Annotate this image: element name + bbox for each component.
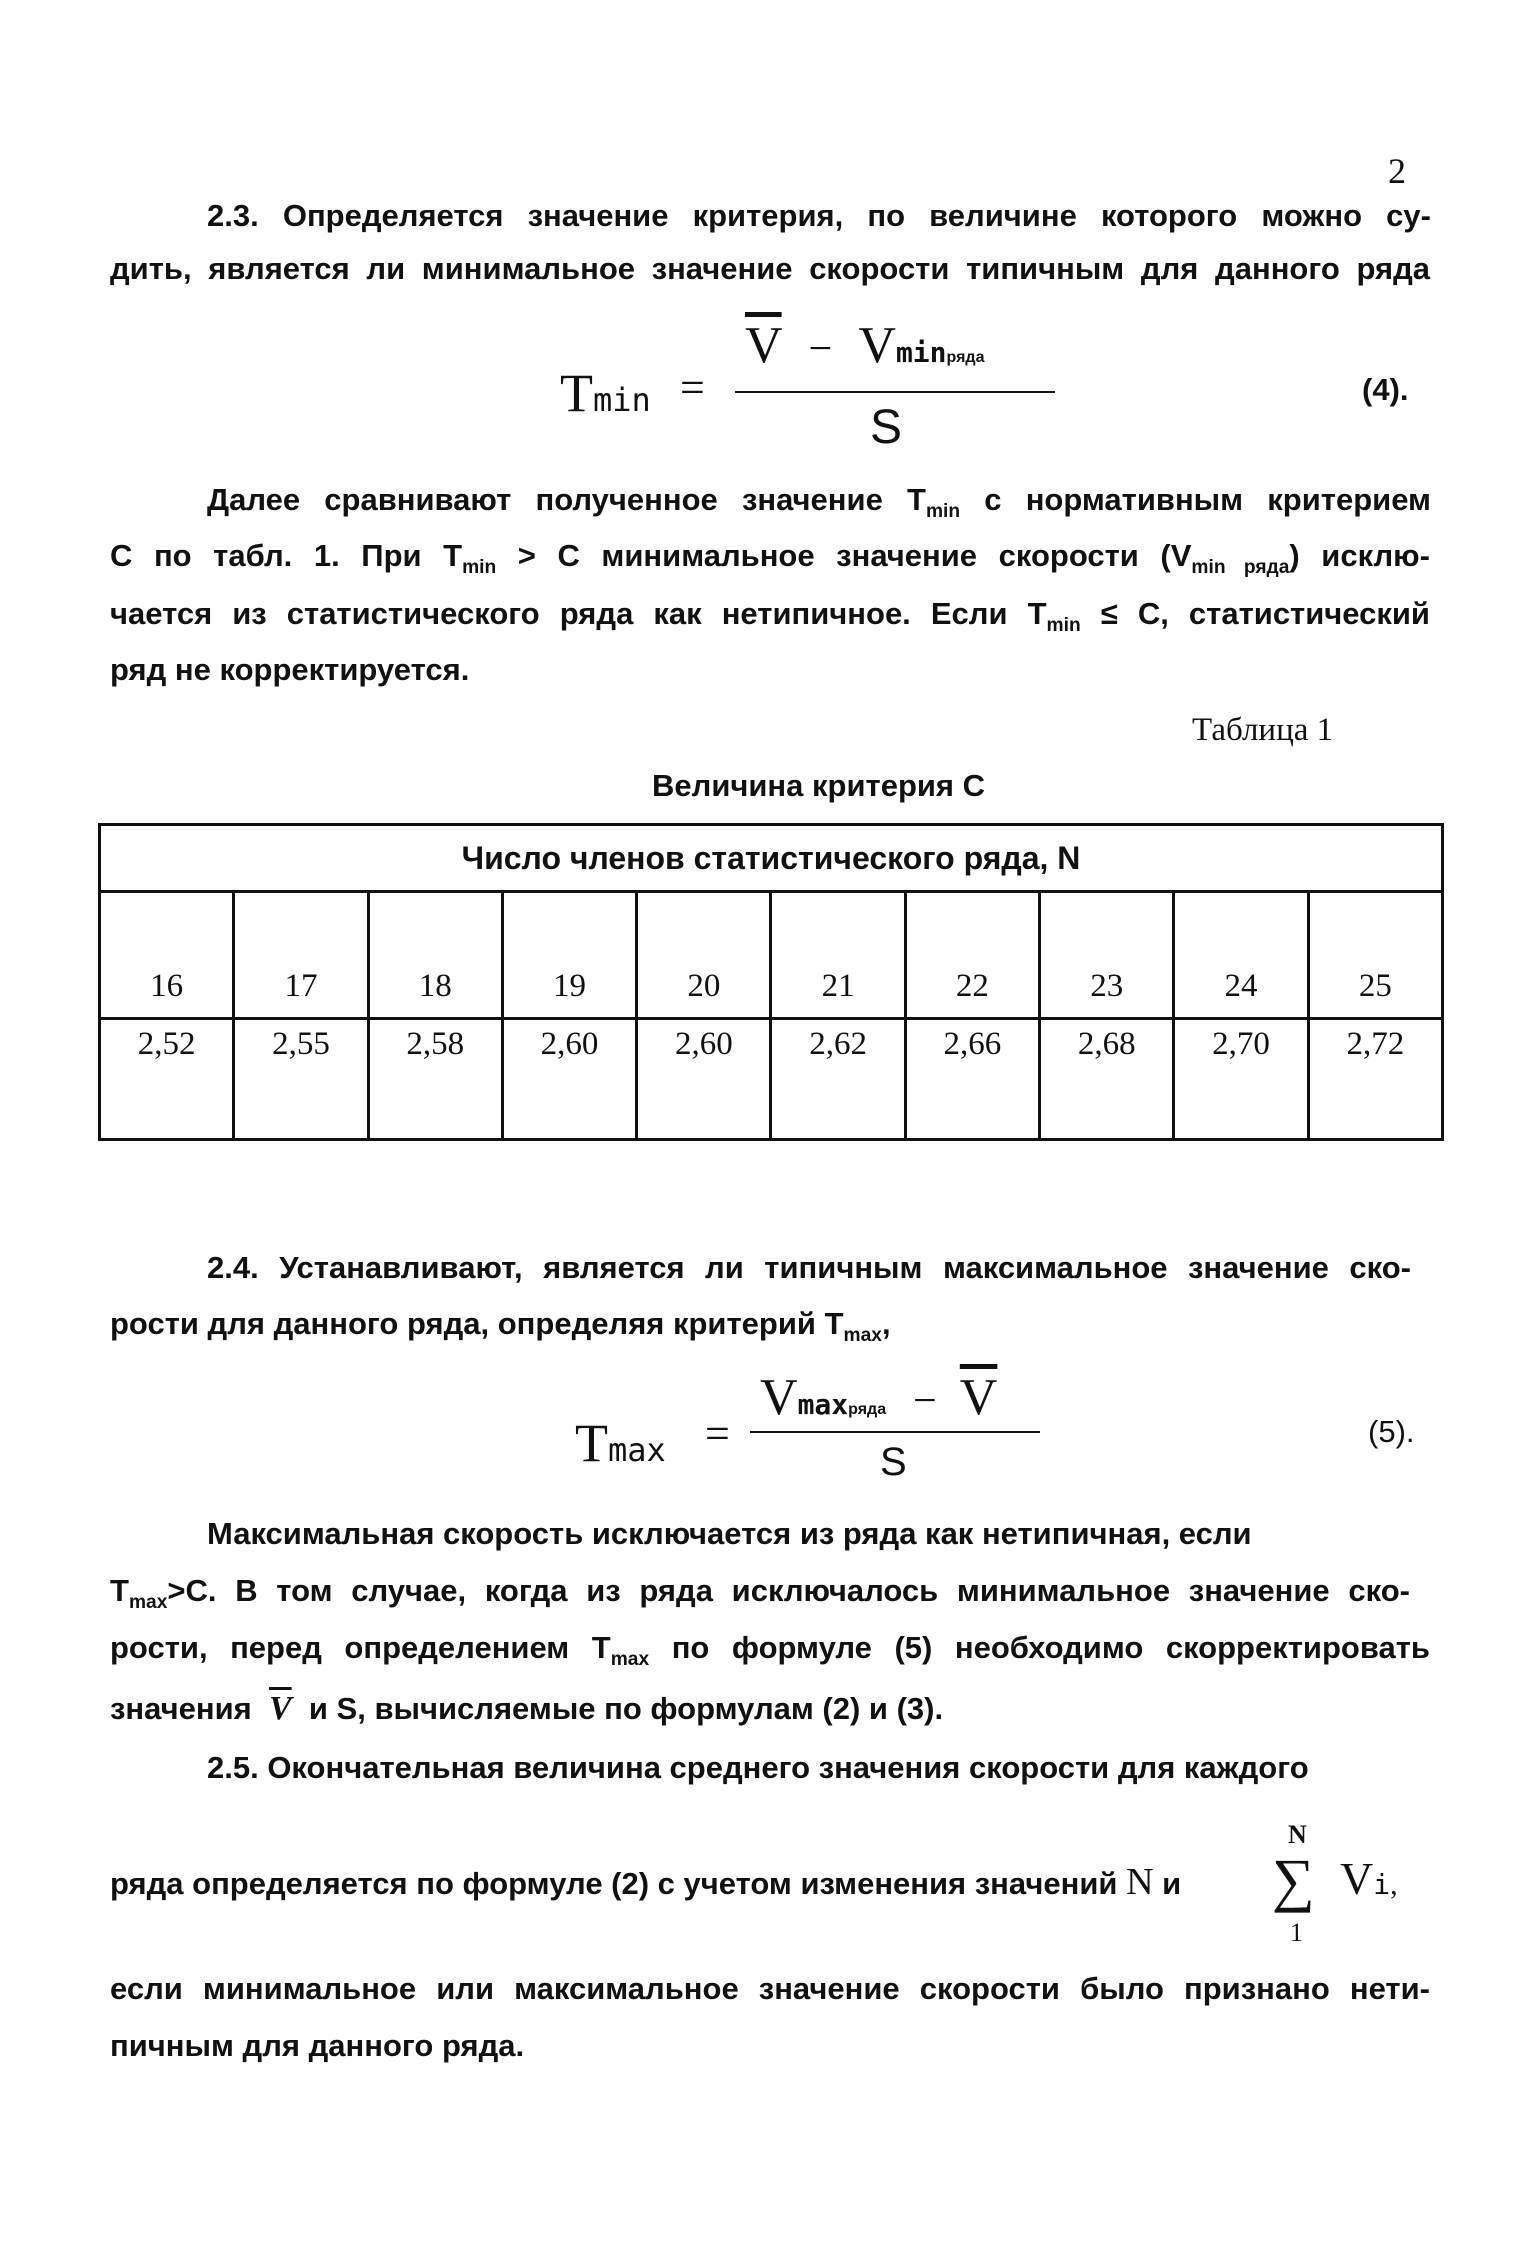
sum-symbol: ∑ [1272,1847,1315,1913]
s25-line-2: ряда определяется по формуле (2) с учетом изменения значений N и [110,1861,1182,1903]
c-cell: 2,60 [637,1019,771,1140]
formula-4-denominator: S [870,401,903,454]
sum-lower-limit: 1 [1290,1918,1303,1947]
n-cell: 21 [771,892,905,1019]
formula-5-v-subsub: ряда [848,1401,887,1418]
formula-5-v-sub: max [797,1388,849,1421]
formula-5-eq: = [705,1409,730,1458]
n-cell: 17 [234,892,368,1019]
compare-line-4: ряд не корректируется. [110,652,470,687]
s25-line-1: 2.5. Окончательная величина среднего значения скорости для каждого [207,1750,1309,1785]
formula-5-lhs-sub: max [608,1431,666,1469]
c-cell: 2,70 [1174,1019,1308,1140]
v-bar-symbol: $\overline{V}$ [268,1690,292,1727]
c-cell: 2,55 [234,1019,368,1140]
compare-line-3: чается из статистического ряда как нетипичное. Если $T_{min} \le С$, статистический [110,596,1430,637]
sum-v: V [1340,1853,1374,1904]
page-number: 2 [1388,151,1406,191]
max-line-4: значения $\overline{V}$ и S, вычисляемые по формулам (2) и (3). [110,1690,944,1727]
s23-line-2: дить, является ли минимальное значение скорости типичным для данного ряда [110,251,1430,286]
formula-5-minus: − [913,1378,937,1424]
n-cell: 25 [1308,892,1442,1019]
table-caption: Величина критерия С [652,768,986,803]
table-header: Число членов статистического ряда, N [100,825,1443,892]
table-label: Таблица 1 [1192,712,1334,748]
c-cell: 2,52 [100,1019,234,1140]
c-cell: 2,68 [1040,1019,1174,1140]
sum-upper-limit: N [1288,1820,1307,1849]
criterion-table [98,823,1444,1141]
formula-5-denominator: S [880,1440,907,1484]
max-line-3: рости, перед определением $T_{max}$ по формуле (5) необходимо скорректировать [110,1630,1430,1671]
n-cell: 23 [1040,892,1174,1019]
s24-line-1: 2.4. Устанавливают, является ли типичным максимальное значение ско- [207,1250,1411,1285]
c-cell: 2,66 [905,1019,1039,1140]
formula-4-v-subsub: ряда [946,349,985,366]
formula-4-vbar: $\overline{V}$ [745,317,782,374]
formula-4-lhs-sub: min [593,381,651,419]
n-cell: 18 [368,892,502,1019]
s23-line-1: 2.3. Определяется значение критерия, по величине которого можно су- [207,198,1431,233]
formula-4-fraction-bar [735,391,1055,393]
formula-4-minus: − [808,326,833,372]
s25-line-4: пичным для данного ряда. [110,2028,525,2063]
c-cell: 2,62 [771,1019,905,1140]
formula-5-label: (5). [1368,1414,1415,1449]
c-cell: 2,58 [368,1019,502,1140]
n-cell: 24 [1174,892,1308,1019]
s25-line-3: если минимальное или максимальное значение скорости было признано нети- [110,1971,1430,2006]
formula-4-label: (4). [1362,372,1409,407]
sum-v-sub: i [1373,1868,1391,1901]
max-line-1: Максимальная скорость исключается из ряда как нетипичная, если [207,1516,1252,1551]
c-cell: 2,60 [502,1019,636,1140]
formula-4-lhs: T [560,363,593,423]
formula-5-lhs: T [575,1413,608,1473]
compare-line-2: С по табл. 1. При $T_{min} > С$ минимальное значение скорости $(V_{min ряда})$ исклю- [110,538,1430,579]
formula-5-v: V [760,1369,798,1426]
c-cell: 2,72 [1308,1019,1442,1140]
n-cell: 19 [502,892,636,1019]
n-cell: 16 [100,892,234,1019]
formula-5-fraction-bar [750,1431,1040,1433]
formula-4-v-sub: min [895,336,947,369]
s24-line-2: рости для данного ряда, определяя критерий $T_{max}$, [110,1306,891,1347]
formula-4-eq: = [680,363,705,412]
compare-line-1: Далее сравнивают полученное значение $T_{min}$ с нормативным критерием [207,482,1431,523]
n-cell: 20 [637,892,771,1019]
t-min-symbol: T [907,482,926,517]
formula-5-vbar: $\overline{V}$ [959,1369,998,1426]
formula-4-v: V [858,317,896,374]
n-cell: 22 [905,892,1039,1019]
max-line-2: $T_{max}>С$. В том случае, когда из ряда исключалось минимальное значение ско- [110,1573,1410,1614]
